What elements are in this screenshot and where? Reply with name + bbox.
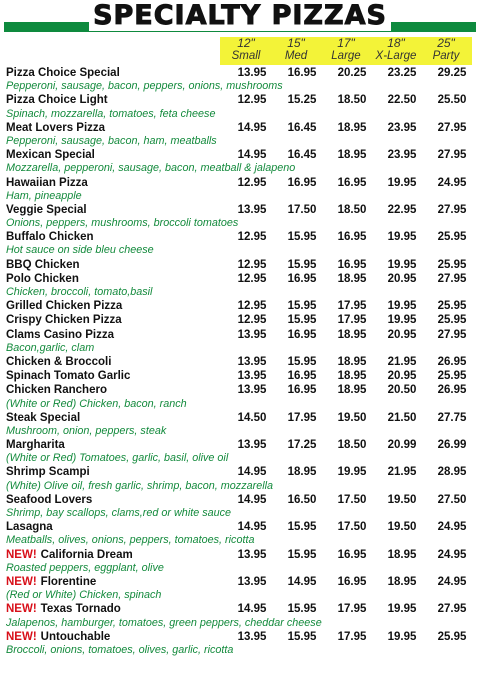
pizza-item: [6, 575, 474, 602]
price-2: 16.95: [287, 384, 317, 397]
pizza-item: [6, 383, 474, 410]
price-4: 19.95: [387, 258, 417, 271]
price-5: 25.95: [437, 630, 467, 643]
price-3: 18.50: [337, 439, 367, 452]
pizza-name: [6, 328, 114, 342]
price-1: 13.95: [237, 384, 267, 397]
pizza-item: [6, 93, 474, 120]
price-3: 18.95: [337, 149, 367, 162]
price-5: 24.95: [437, 548, 467, 561]
price-4: 21.95: [387, 355, 417, 368]
price-5: 27.95: [437, 328, 467, 341]
price-2: 15.95: [287, 300, 317, 313]
price-5: 26.95: [437, 384, 467, 397]
price-4: 23.95: [387, 149, 417, 162]
pizza-item: [6, 411, 474, 438]
pizza-description: Hot sauce on side bleu cheese: [6, 244, 154, 257]
price-4: 19.95: [387, 176, 417, 189]
pizza-item: [6, 203, 474, 230]
price-1: 13.95: [237, 203, 267, 216]
size-inches: 15": [287, 36, 305, 50]
pizza-name: [6, 66, 120, 80]
pizza-name: [6, 272, 79, 286]
price-3: 18.95: [337, 355, 367, 368]
price-4: 20.50: [387, 384, 417, 397]
pizza-item: [6, 548, 474, 575]
price-5: 27.95: [437, 272, 467, 285]
price-2: 15.95: [287, 314, 317, 327]
pizza-description: Broccoli, onions, tomatoes, olives, garlic, ricotta: [6, 643, 234, 656]
pizza-name: [6, 411, 80, 425]
pizza-name-text: Pizza Choice Special: [6, 67, 120, 79]
price-4: 18.95: [387, 575, 417, 588]
price-2: 17.95: [287, 411, 317, 424]
new-badge: NEW!: [6, 575, 37, 588]
price-1: 12.95: [237, 272, 267, 285]
pizza-name-text: Crispy Chicken Pizza: [6, 314, 122, 327]
price-2: 16.45: [287, 149, 317, 162]
new-badge: NEW!: [6, 603, 37, 616]
pizza-description: Bacon,garlic, clam: [6, 341, 95, 354]
price-3: 18.95: [337, 121, 367, 134]
pizza-name: [6, 230, 94, 244]
price-2: 15.95: [287, 521, 317, 534]
price-1: 13.95: [237, 575, 267, 588]
pizza-description: (White or Red) Chicken, bacon, ranch: [6, 397, 187, 410]
price-5: 25.95: [437, 258, 467, 271]
pizza-name-text: Polo Chicken: [6, 272, 79, 285]
price-5: 26.95: [437, 355, 467, 368]
price-3: 20.25: [337, 67, 367, 79]
pizza-name: [6, 176, 88, 190]
pizza-item: [6, 369, 474, 383]
pizza-description: Jalapenos, hamburger, tomatoes, green peppers, cheddar cheese: [6, 616, 322, 629]
pizza-row: [6, 176, 474, 190]
pizza-description: Chicken, broccoli, tomato,basil: [6, 286, 153, 298]
pizza-item: [6, 602, 474, 629]
price-3: 17.50: [337, 493, 367, 506]
pizza-row: [6, 602, 474, 616]
size-col-0: [220, 37, 272, 63]
price-3: 17.95: [337, 314, 367, 327]
pizza-row: [6, 465, 474, 479]
price-1: 13.95: [237, 439, 267, 452]
pizza-name-text: Meat Lovers Pizza: [6, 121, 106, 134]
price-4: 20.95: [387, 272, 417, 285]
pizza-description: Meatballs, olives, onions, peppers, tomatoes, ricotta: [6, 534, 255, 547]
pizza-row: [6, 575, 474, 589]
pizza-row: [6, 493, 474, 507]
price-1: 12.95: [237, 300, 267, 313]
pizza-name: [6, 630, 110, 644]
menu-title: [0, 0, 480, 32]
price-3: 18.95: [337, 384, 367, 397]
price-1: 12.95: [237, 94, 267, 107]
price-1: 14.95: [237, 466, 267, 479]
price-3: 18.50: [337, 94, 367, 107]
pizza-row: [6, 328, 474, 342]
pizza-description: Shrimp, bay scallops, clams,red or white sauce: [6, 507, 232, 519]
pizza-description: (White or Red) Tomatoes, garlic, basil, olive oil: [6, 452, 229, 465]
price-5: 27.75: [437, 411, 467, 424]
price-3: 16.95: [337, 176, 367, 189]
pizza-name: [6, 520, 53, 534]
pizza-item: [6, 272, 474, 299]
price-2: 15.95: [287, 258, 317, 271]
price-1: 13.95: [237, 328, 267, 341]
pizza-row: [6, 148, 474, 162]
price-5: 27.50: [437, 493, 467, 506]
size-inches: 25": [437, 36, 455, 50]
price-3: 17.95: [337, 630, 367, 643]
price-5: 25.95: [437, 231, 467, 244]
price-3: 17.50: [337, 521, 367, 534]
price-5: 27.95: [437, 203, 467, 216]
size-col-4: [420, 37, 472, 63]
pizza-row: [6, 299, 474, 313]
pizza-name-text: Steak Special: [6, 411, 81, 424]
price-2: 16.95: [287, 370, 317, 383]
pizza-row: [6, 230, 474, 244]
size-label: Small: [231, 50, 261, 62]
pizza-description: Onions, peppers, mushrooms, broccoli tomatoes: [6, 217, 239, 230]
price-2: 15.95: [287, 231, 317, 244]
price-4: 19.95: [387, 231, 417, 244]
price-5: 24.95: [437, 521, 467, 534]
pizza-item: [6, 176, 474, 203]
pizza-row: [6, 630, 474, 644]
size-inches: 18": [387, 36, 405, 50]
pizza-name: [6, 313, 122, 327]
pizza-name-text: Shrimp Scampi: [6, 466, 90, 479]
price-4: 19.50: [387, 493, 417, 506]
price-3: 17.95: [337, 300, 367, 313]
pizza-name: [6, 203, 87, 217]
pizza-item: [6, 465, 474, 492]
price-4: 21.50: [387, 411, 417, 424]
size-label: Party: [432, 50, 460, 62]
pizza-name-text: BBQ Chicken: [6, 258, 80, 271]
price-5: 25.50: [437, 94, 467, 107]
pizza-name-text: Clams Casino Pizza: [6, 328, 115, 341]
pizza-name-text: Grilled Chicken Pizza: [6, 300, 123, 313]
size-col-3: [370, 37, 422, 63]
pizza-row: [6, 66, 474, 80]
pizza-name-text: Seafood Lovers: [6, 493, 93, 506]
pizza-name: [6, 548, 133, 562]
menu-title-text: SPECIALTY PIZZAS: [89, 0, 391, 31]
pizza-name-text: Mexican Special: [6, 149, 95, 162]
pizza-row: [6, 369, 474, 383]
pizza-item: [6, 148, 474, 175]
price-1: 14.95: [237, 121, 267, 134]
price-3: 18.95: [337, 328, 367, 341]
price-5: 25.95: [437, 370, 467, 383]
pizza-name-text: Margharita: [6, 439, 65, 452]
pizza-item: [6, 355, 474, 369]
pizza-row: [6, 383, 474, 397]
price-2: 15.95: [287, 355, 317, 368]
price-4: 22.95: [387, 203, 417, 216]
pizza-description: (Red or White) Chicken, spinach: [6, 589, 162, 602]
price-2: 17.50: [287, 203, 317, 216]
price-4: 19.50: [387, 521, 417, 534]
price-5: 27.95: [437, 121, 467, 134]
price-5: 25.95: [437, 300, 467, 313]
size-col-2: [320, 37, 372, 63]
price-3: 16.95: [337, 575, 367, 588]
price-2: 16.95: [287, 67, 317, 79]
price-1: 12.95: [237, 176, 267, 189]
pizza-row: [6, 93, 474, 107]
price-1: 12.95: [237, 258, 267, 271]
pizza-name-text: Veggie Special: [6, 203, 87, 216]
price-5: 29.25: [437, 67, 467, 79]
price-4: 23.25: [387, 67, 417, 79]
price-1: 13.95: [237, 630, 267, 643]
price-3: 18.95: [337, 272, 367, 285]
pizza-name: [6, 465, 90, 479]
pizza-row: [6, 258, 474, 272]
size-col-1: [270, 37, 322, 63]
price-1: 13.95: [237, 355, 267, 368]
price-2: 15.25: [287, 94, 317, 107]
price-2: 15.95: [287, 603, 317, 616]
pizza-name-text: Lasagna: [6, 521, 53, 534]
pizza-item: [6, 121, 474, 148]
price-3: 17.95: [337, 603, 367, 616]
new-badge: NEW!: [6, 630, 37, 643]
price-3: 18.95: [337, 370, 367, 383]
price-2: 14.95: [287, 575, 317, 588]
pizza-item: [6, 299, 474, 313]
pizza-row: [6, 548, 474, 562]
pizza-name: [6, 355, 111, 369]
price-2: 17.25: [287, 439, 317, 452]
price-2: 16.95: [287, 176, 317, 189]
price-5: 24.95: [437, 176, 467, 189]
size-inches: 17": [337, 36, 355, 50]
price-2: 16.95: [287, 272, 317, 285]
pizza-description: Mozzarella, pepperoni, sausage, bacon, meatball & jalapeno: [6, 162, 296, 175]
pizza-description: Pepperoni, sausage, bacon, ham, meatballs: [6, 134, 217, 147]
pizza-name: [6, 575, 96, 589]
price-5: 27.95: [437, 149, 467, 162]
pizza-item: [6, 520, 474, 547]
price-5: 26.99: [437, 439, 467, 452]
price-4: 20.95: [387, 328, 417, 341]
price-1: 14.95: [237, 493, 267, 506]
pizza-description: (White) Olive oil, fresh garlic, shrimp, bacon, mozzarella: [6, 479, 274, 492]
price-4: 19.95: [387, 300, 417, 313]
pizza-description: Ham, pineapple: [6, 189, 82, 202]
price-5: 24.95: [437, 575, 467, 588]
pizza-name-text: Spinach Tomato Garlic: [6, 370, 131, 383]
pizza-description: Spinach, mozzarella, tomatoes, feta cheese: [6, 107, 216, 120]
pizza-name: [6, 602, 121, 616]
price-5: 27.95: [437, 603, 467, 616]
pizza-row: [6, 203, 474, 217]
new-badge: NEW!: [6, 548, 37, 561]
price-3: 16.95: [337, 258, 367, 271]
pizza-description: Roasted peppers, eggplant, olive: [6, 561, 164, 574]
pizza-name-text: Hawaiian Pizza: [6, 176, 88, 189]
price-4: 23.95: [387, 121, 417, 134]
size-label: Large: [331, 50, 361, 62]
price-2: 16.45: [287, 121, 317, 134]
pizza-name-text: Pizza Choice Light: [6, 94, 108, 107]
price-1: 14.95: [237, 149, 267, 162]
pizza-item: [6, 438, 474, 465]
price-1: 14.95: [237, 603, 267, 616]
price-3: 16.95: [337, 231, 367, 244]
price-4: 20.95: [387, 370, 417, 383]
pizza-item: [6, 66, 474, 93]
price-4: 19.95: [387, 603, 417, 616]
pizza-row: [6, 121, 474, 135]
pizza-row: [6, 272, 474, 286]
pizza-item: [6, 313, 474, 327]
price-5: 28.95: [437, 466, 467, 479]
pizza-name: [6, 148, 95, 162]
pizza-item: [6, 230, 474, 257]
price-2: 16.95: [287, 328, 317, 341]
pizza-name: [6, 369, 130, 383]
price-3: 16.95: [337, 548, 367, 561]
pizza-row: [6, 355, 474, 369]
pizza-name: [6, 299, 122, 313]
price-1: 14.95: [237, 521, 267, 534]
pizza-row: [6, 438, 474, 452]
pizza-row: [6, 411, 474, 425]
price-1: 12.95: [237, 231, 267, 244]
pizza-name-text: Texas Tornado: [40, 603, 121, 616]
pizza-list: [6, 66, 474, 657]
price-1: 13.95: [237, 548, 267, 561]
price-4: 19.95: [387, 630, 417, 643]
pizza-name-text: Chicken Ranchero: [6, 384, 107, 397]
price-5: 25.95: [437, 314, 467, 327]
pizza-name: [6, 383, 107, 397]
pizza-item: [6, 258, 474, 272]
pizza-name: [6, 121, 105, 135]
pizza-description: Pepperoni, sausage, bacon, peppers, onions, mushrooms: [6, 80, 283, 93]
pizza-name-text: Chicken & Broccoli: [6, 355, 112, 368]
price-1: 14.50: [237, 411, 267, 424]
pizza-name: [6, 258, 80, 272]
price-2: 18.95: [287, 466, 317, 479]
pizza-item: [6, 630, 474, 657]
pizza-row: [6, 520, 474, 534]
size-label: Med: [284, 50, 308, 62]
size-label: X-Large: [375, 50, 417, 62]
price-4: 19.95: [387, 314, 417, 327]
pizza-name-text: Untouchable: [40, 630, 111, 643]
pizza-row: [6, 313, 474, 327]
pizza-name: [6, 493, 92, 507]
pizza-name-text: California Dream: [40, 548, 133, 561]
price-4: 20.99: [387, 439, 417, 452]
pizza-name: [6, 93, 108, 107]
price-2: 16.50: [287, 493, 317, 506]
size-inches: 12": [237, 36, 255, 50]
pizza-description: Mushroom, onion, peppers, steak: [6, 424, 167, 437]
price-1: 13.95: [237, 370, 267, 383]
size-header: [220, 37, 472, 65]
pizza-name: [6, 438, 65, 452]
menu-header: [0, 0, 480, 34]
price-3: 19.95: [337, 466, 367, 479]
price-2: 15.95: [287, 548, 317, 561]
price-4: 21.95: [387, 466, 417, 479]
price-1: 13.95: [237, 67, 267, 79]
pizza-name-text: Buffalo Chicken: [6, 231, 94, 244]
price-3: 19.50: [337, 411, 367, 424]
price-4: 22.50: [387, 94, 417, 107]
pizza-item: [6, 328, 474, 355]
price-2: 15.95: [287, 630, 317, 643]
price-4: 18.95: [387, 548, 417, 561]
price-1: 12.95: [237, 314, 267, 327]
price-3: 18.50: [337, 203, 367, 216]
pizza-name-text: Florentine: [40, 575, 97, 588]
pizza-item: [6, 493, 474, 520]
